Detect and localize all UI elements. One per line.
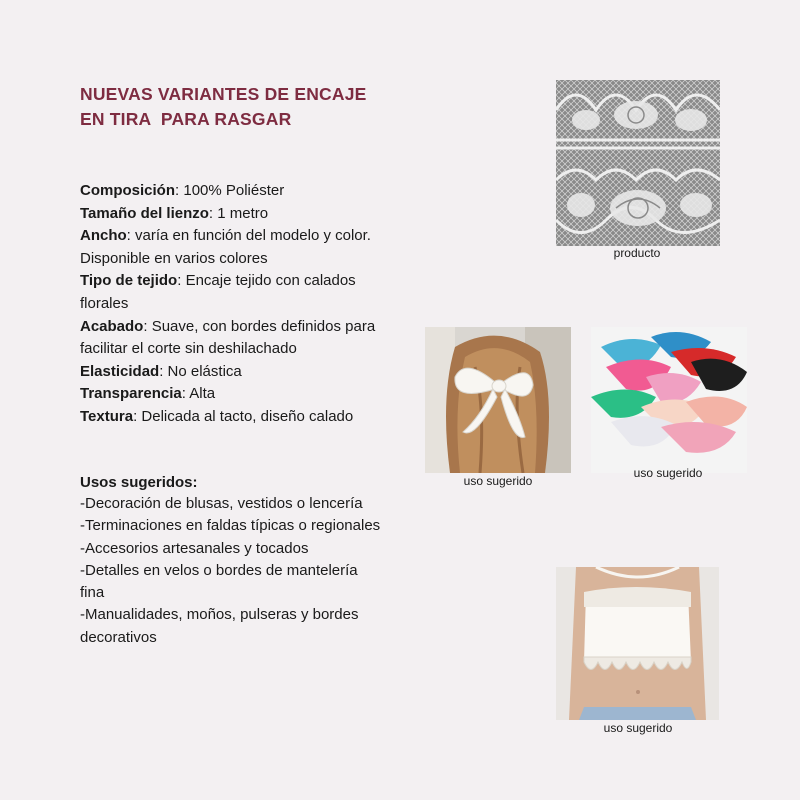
lace-top-caption: uso sugerido bbox=[603, 721, 673, 735]
spec-transparency bbox=[80, 383, 385, 406]
list-item: -Accesorios artesanales y tocados bbox=[80, 539, 309, 557]
spec-finish bbox=[80, 316, 385, 361]
spec-label: Acabado bbox=[80, 317, 144, 335]
spec-value: Disponible en varios colores bbox=[80, 249, 268, 267]
spec-value: : Alta bbox=[181, 385, 216, 403]
spec-list bbox=[80, 180, 385, 429]
title-line-2: EN TIRA PARA RASGAR bbox=[80, 109, 292, 129]
spec-label: Tamaño del lienzo bbox=[80, 204, 209, 222]
spec-label: Elasticidad bbox=[80, 362, 160, 380]
spec-texture bbox=[80, 406, 385, 429]
spec-colors bbox=[80, 248, 385, 271]
spec-label: Tipo de tejido bbox=[80, 272, 178, 290]
spec-label: Ancho bbox=[80, 227, 127, 245]
title-line-1: NUEVAS VARIANTES DE ENCAJE bbox=[80, 84, 367, 104]
hair-bow-image bbox=[425, 327, 571, 473]
lingerie-image bbox=[591, 327, 747, 473]
list-item: -Terminaciones en faldas típicas o regionales bbox=[80, 517, 381, 535]
page-title bbox=[80, 82, 400, 132]
lingerie-caption: uso sugerido bbox=[633, 466, 703, 480]
spec-composition bbox=[80, 180, 385, 203]
spec-value: : Encaje tejido con calados florales bbox=[80, 272, 356, 312]
lace-top-image bbox=[556, 567, 719, 720]
product-lace-image bbox=[556, 80, 720, 246]
spec-elasticity bbox=[80, 361, 385, 384]
spec-value: : No elástica bbox=[159, 362, 242, 380]
list-item: -Decoración de blusas, vestidos o lencería bbox=[80, 495, 363, 512]
spec-size bbox=[80, 203, 385, 226]
spec-label: Composición bbox=[80, 182, 176, 199]
hair-bow-caption: uso sugerido bbox=[463, 474, 533, 488]
spec-value: : varía en función del modelo y color. bbox=[126, 227, 371, 245]
spec-value: : 1 metro bbox=[208, 204, 269, 222]
product-caption: producto bbox=[613, 246, 661, 260]
spec-weave bbox=[80, 270, 385, 315]
list-item: -Manualidades, moños, pulseras y bordes decorativos bbox=[80, 606, 359, 646]
spec-label: Textura bbox=[80, 407, 134, 425]
spec-value: : Suave, con bordes definidos para facilitar el corte sin deshilachado bbox=[80, 317, 376, 358]
spec-width bbox=[80, 225, 385, 248]
uses-list bbox=[80, 493, 385, 649]
spec-label: Transparencia bbox=[80, 385, 182, 403]
spec-value: : Delicada al tacto, diseño calado bbox=[133, 407, 354, 425]
list-item: -Detalles en velos o bordes de mantelería fina bbox=[80, 561, 358, 602]
spec-value: : 100% Poliéster bbox=[175, 182, 285, 199]
uses-heading: Usos sugeridos: bbox=[80, 474, 198, 491]
